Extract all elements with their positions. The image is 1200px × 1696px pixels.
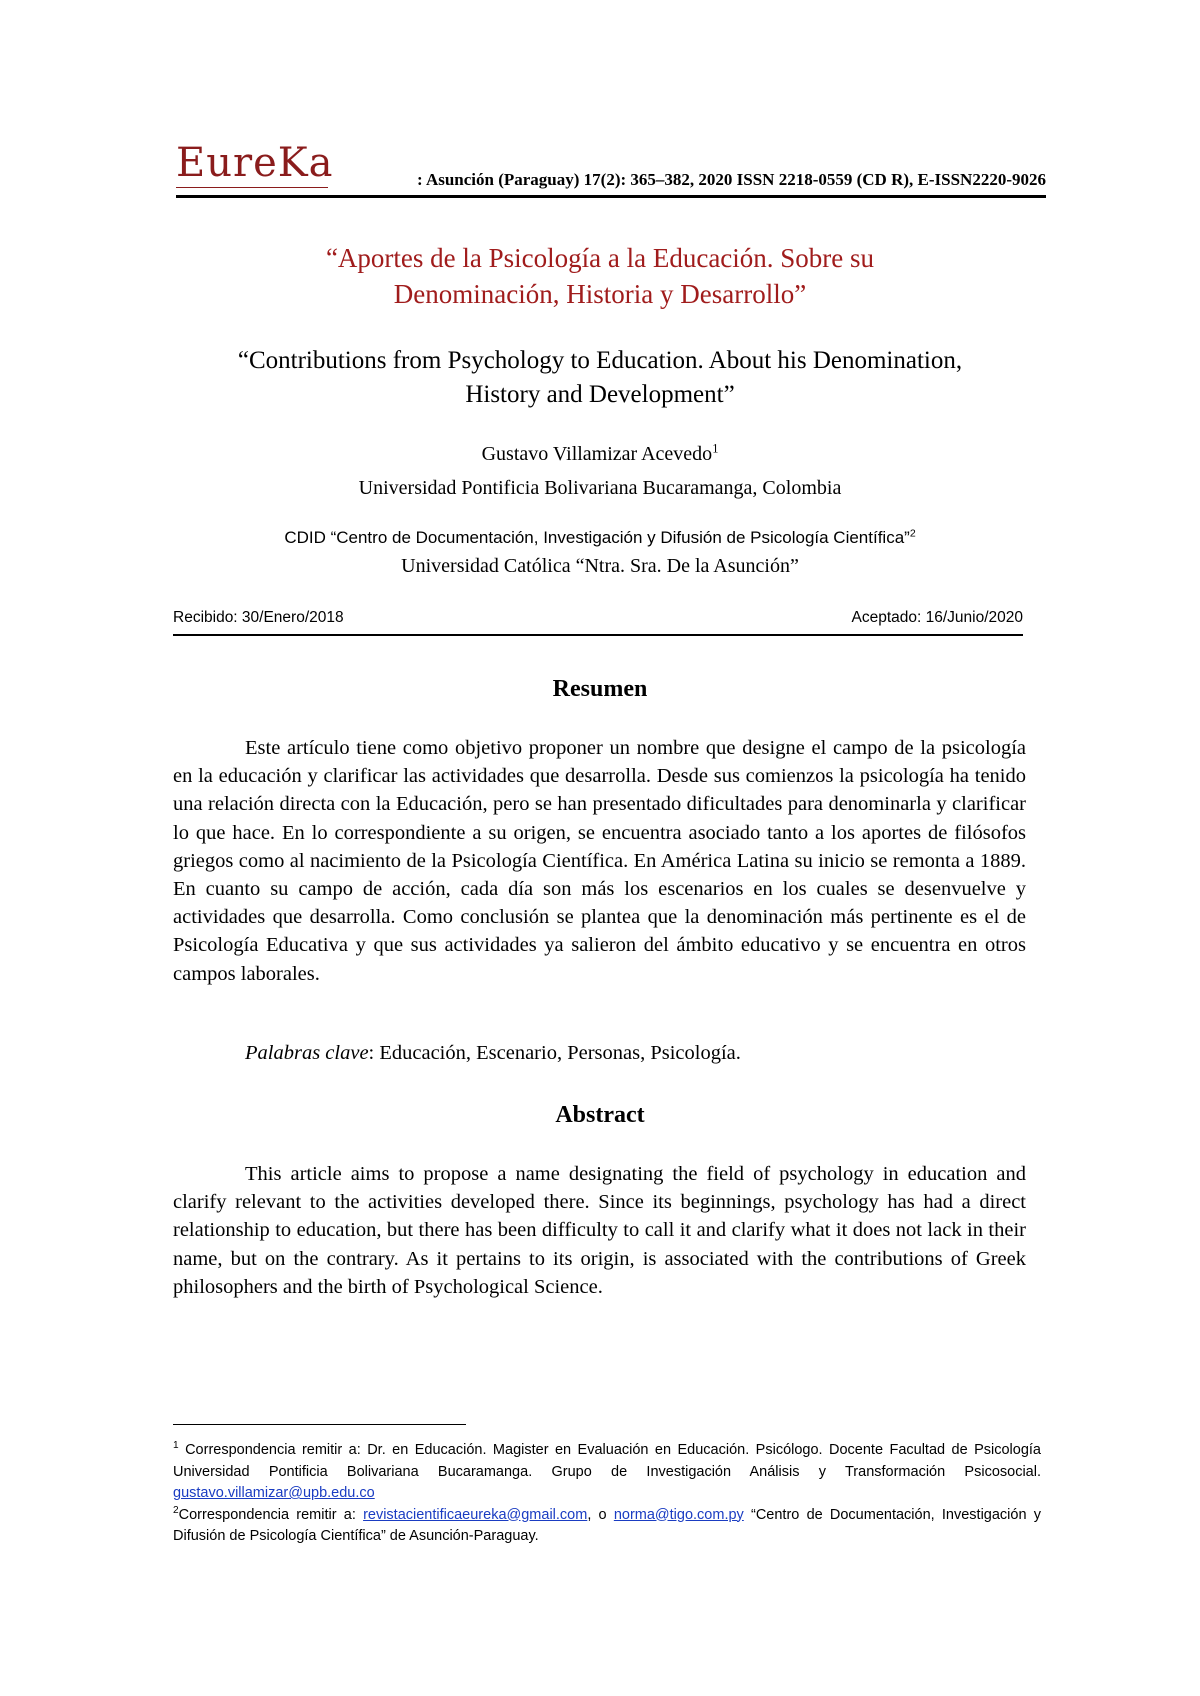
title-spanish-line-2: Denominación, Historia y Desarrollo”: [393, 279, 807, 309]
footnote-2-mark: 2: [173, 1504, 179, 1516]
footnote-2-email-link-2[interactable]: norma@tigo.com.py: [613, 1506, 744, 1523]
footnote-1-mark: 1: [173, 1440, 179, 1452]
journal-logo: EureKa: [176, 140, 334, 186]
author-footnote-mark: 1: [712, 441, 719, 456]
dates-rule: [173, 634, 1023, 636]
header-rule: [176, 195, 1046, 198]
abstract-heading: Abstract: [555, 1102, 645, 1128]
second-affiliation-mark: 2: [909, 527, 916, 540]
author-name: [176, 440, 1024, 468]
accepted-date: Aceptado: 16/Junio/2020: [851, 609, 1023, 626]
journal-header: [176, 140, 1046, 200]
abstract-body: This article aims to propose a name designating the field of psychology in education and clarify relevant to the activities developed there. Since its beginnings, psychology has had a direct relationship to education, but there has been difficulty to call it and clarify what it does not lack in their name, but on the contrary. As it pertains to its origin, is associated with the contributions of Greek philosophers and the birth of Psychological Science.: [173, 1163, 1026, 1298]
keywords-label: Palabras clave: [245, 1042, 369, 1064]
title-spanish-line-1: “Aportes de la Psicología a la Educación. Sobre su: [325, 243, 875, 273]
resumen-body: Este artículo tiene como objetivo proponer un nombre que designe el campo de la psicología en la educación y clarificar las actividades que desarrolla. Desde sus comienzos la psicología ha tenido una relación directa con la Educación, pero se han presentado dificultades para denominarla y clarificar lo que hace. En lo correspondiente a su origen, se encuentra asociado tanto a los aportes de filósofos griegos como al nacimiento de la Psicología Científica. En América Latina su inicio se remonta a 1889. En cuanto su campo de acción, cada día son más los escenarios en los cuales se desenvuelve y actividades que desarrolla. Como conclusión se plantea que la denominación más pertinente es el de Psicología Educativa y que sus actividades ya salieron del ámbito educativo y se encuentra en otros campos laborales.: [173, 737, 1026, 985]
second-affiliation-line-2: Universidad Católica “Ntra. Sra. De la Asunción”: [401, 555, 799, 577]
footnote-2-text: Correspondencia remitir a:: [178, 1506, 364, 1523]
title-english: [176, 344, 1024, 412]
footnote-1: [173, 1440, 1041, 1505]
author-name-text: Gustavo Villamizar Acevedo: [481, 443, 713, 465]
received-date: Recibido: 30/Enero/2018: [173, 609, 344, 626]
footnote-1-text: Correspondencia remitir a: Dr. en Educación. Magister en Evaluación en Educación. Psicólogo. Docente Facultad de Psicología Universidad Pontificia Bolivariana Bucaramanga. Grupo de Investigación Análisis y Transformación Psicosocial.: [173, 1442, 1041, 1480]
second-affiliation-line-1: [176, 526, 1024, 550]
footnote-rule: [173, 1424, 466, 1425]
keywords: [245, 1039, 741, 1067]
footnote-2: [173, 1505, 1041, 1548]
footnote-2-email-link-1[interactable]: revistacientificaeureka@gmail.com: [363, 1506, 588, 1523]
footnote-2-separator: , o: [587, 1506, 614, 1523]
logo-underline: [176, 187, 328, 188]
resumen-heading: Resumen: [552, 676, 648, 702]
footnote-1-email-link[interactable]: gustavo.villamizar@upb.edu.co: [173, 1485, 375, 1501]
title-english-line-2: History and Development”: [465, 381, 735, 408]
dates-row: [173, 609, 1023, 631]
journal-citation: : Asunción (Paraguay) 17(2): 365–382, 2020 ISSN 2218-0559 (CD R), E-ISSN2220-9026: [416, 170, 1046, 189]
footnote-2-tail: “Centro de Documentación, Investigación y Difusión de Psicología Científica” de Asunción-Paraguay.: [173, 1506, 1041, 1544]
keywords-list: : Educación, Escenario, Personas, Psicología.: [368, 1042, 741, 1064]
title-english-line-1: “Contributions from Psychology to Education. About his Denomination,: [237, 347, 963, 374]
footnotes: [173, 1440, 1041, 1548]
second-affiliation-text: CDID “Centro de Documentación, Investigación y Difusión de Psicología Científica”: [284, 528, 910, 547]
title-spanish: [176, 240, 1024, 312]
author-affiliation: Universidad Pontificia Bolivariana Bucaramanga, Colombia: [358, 477, 842, 499]
